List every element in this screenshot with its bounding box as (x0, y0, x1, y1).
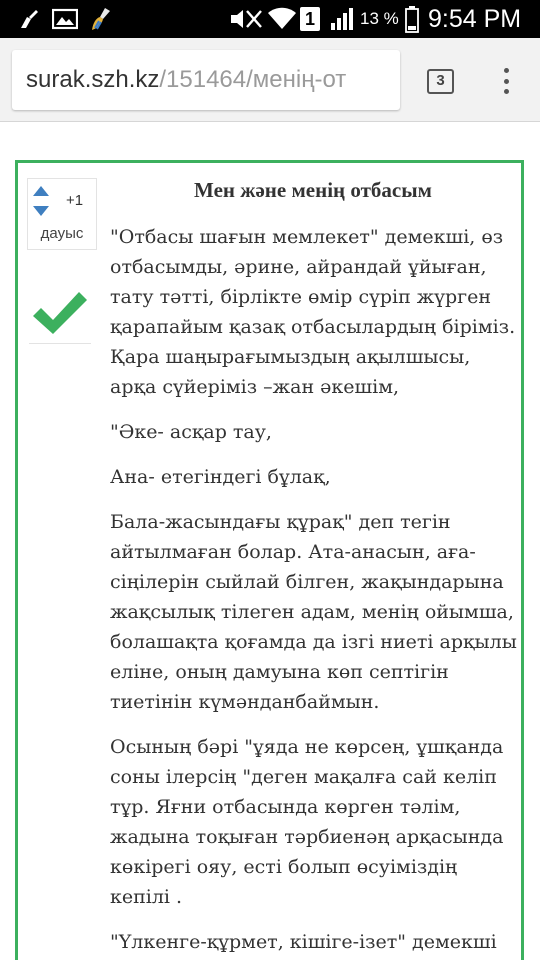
brush-icon (88, 0, 114, 38)
wifi-icon (267, 0, 297, 38)
answer-paragraph: Осының бәрі "ұяда не көрсең, ұшқанда соны ілерсің "деген мақалға сай келіп тұр. Яғни отбасында көрген тәлім, жадына тоқыған тәрбиенәң арқасында көкірегі ояу, есті болып өсуіміздің кепілі . (110, 736, 504, 908)
url-host: surak.szh.kz (26, 66, 160, 93)
arrow-up-icon[interactable] (33, 186, 49, 196)
url-path: /151464/менің-от (159, 66, 347, 93)
tab-switcher-button[interactable]: 3 (427, 69, 454, 94)
vote-label: дауыс (40, 225, 84, 242)
battery-icon (405, 0, 419, 38)
sweep-icon (18, 0, 40, 38)
browser-toolbar (0, 38, 540, 122)
answer-paragraph: Бала-жасындағы құрақ" деп тегін айтылмаған болар. Ата-анасын, аға-сіңілерін сыйлай білген, жақындарына жақсылық тілеген адам, менің ойымша, болашақта қоғамда да ізгі ниеті арқылы еліне, оның дамуына көп септігін тиетінін күмәнданбаймын. (110, 511, 517, 713)
sim-icon (300, 0, 320, 38)
answer-paragraph: "Отбасы шағын мемлекет" демекші, өз отбасымды, әрине, айрандай ұйыған, тату тәтті, бірлікте өмір сүріп жүрген қарапайым қазақ отбасылардың біріміз. Қара шаңырағымыздың ақылшысы, арқа сүйеріміз –жан әкешім, (110, 226, 516, 398)
vote-count: +1 (66, 192, 84, 209)
clock: 9:54 PM (428, 4, 522, 33)
answer-paragraph: "Үлкенге-құрмет, кішіге-ізет" демекші (110, 931, 497, 953)
address-bar[interactable] (12, 50, 400, 110)
image-icon (52, 0, 78, 38)
signal-icon (330, 0, 356, 38)
answer-title: Мен және менің отбасым (194, 178, 432, 202)
divider (29, 343, 91, 344)
answer-paragraph: Ана- етегіндегі бұлақ, (110, 466, 331, 488)
mute-icon (229, 0, 263, 38)
sim-slot-number: 1 (300, 7, 320, 31)
menu-dots-icon[interactable] (494, 66, 518, 96)
answer-paragraph: "Әке- асқар тау, (110, 421, 272, 443)
answer-body (110, 222, 520, 960)
checkmark-icon (29, 284, 91, 340)
arrow-down-icon[interactable] (33, 206, 49, 216)
status-bar (0, 0, 540, 38)
battery-percent: 13 % (360, 9, 399, 28)
